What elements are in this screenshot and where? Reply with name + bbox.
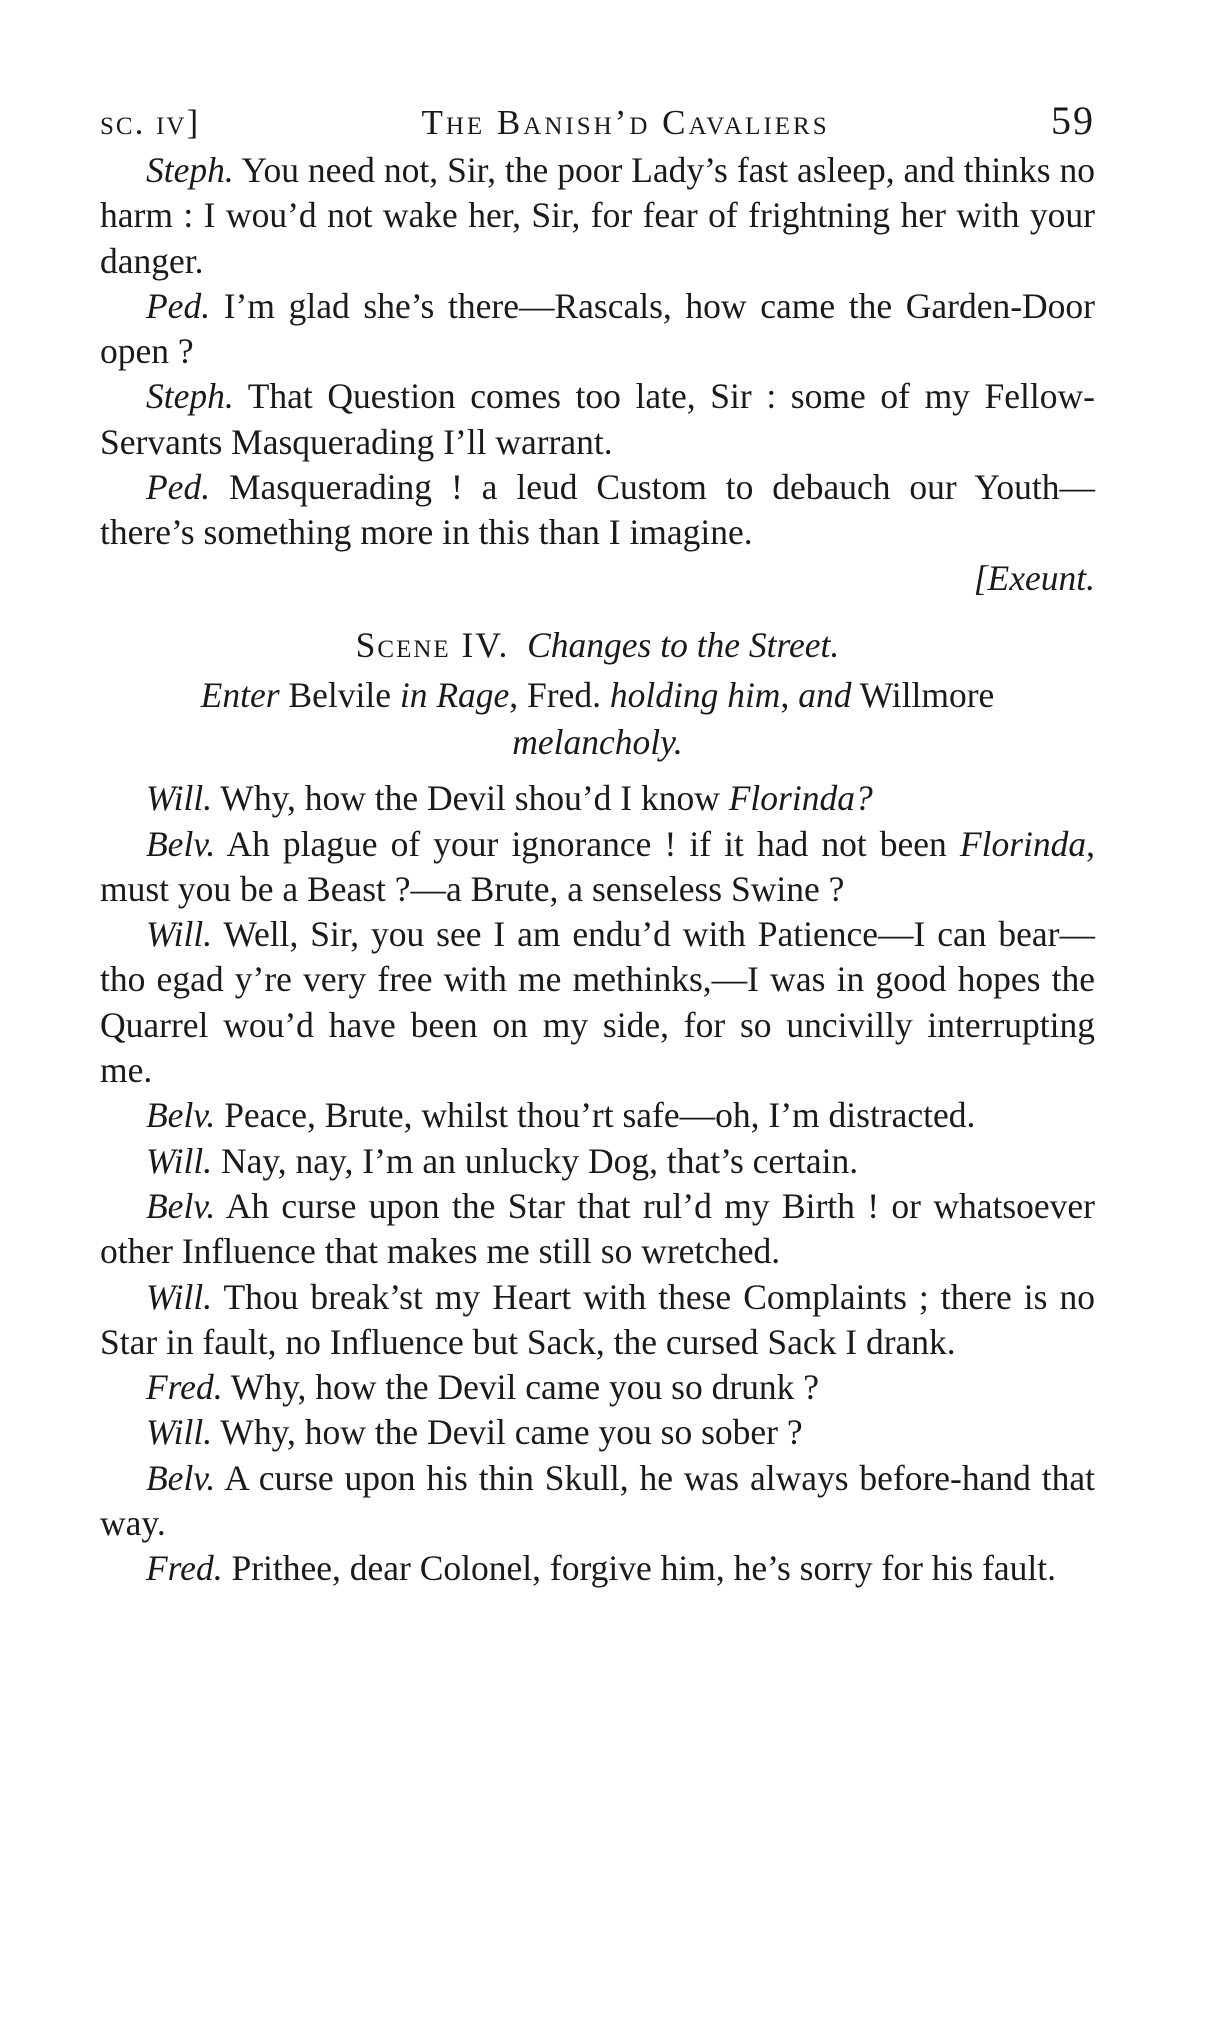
- scene-setting: Changes to the Street.: [527, 624, 840, 665]
- speaker-name: Fred.: [146, 1548, 223, 1589]
- direction-word: holding him: [609, 675, 781, 716]
- speeches-after: [100, 776, 1095, 1591]
- speech-text: Why, how the Devil came you so drunk ?: [222, 1367, 820, 1408]
- speech-text: Thou break’st my Heart with these Complaints ; there is no Star in fault, no Influence but Sack, the cursed Sack I drank.: [100, 1276, 1095, 1362]
- direction-word: melancholy.: [512, 722, 683, 763]
- speech: [100, 1456, 1095, 1547]
- character-name: , Fred.: [509, 675, 610, 716]
- speaker-name: Belv.: [146, 1185, 216, 1226]
- speaker-name: Steph.: [146, 376, 234, 417]
- speech-text: , must you be a Beast ?—a Brute, a senseless Swine ?: [100, 823, 1095, 909]
- speaker-name: Will.: [146, 914, 213, 955]
- speech-text: You need not, Sir, the poor Lady’s fast asleep, and thinks no harm : I wou’d not wake her, Sir, for fear of frightning her with your danger.: [100, 150, 1095, 281]
- speech-text: Well, Sir, you see I am endu’d with Patience—I can bear—tho egad y’re very free with me methinks,—I was in good hopes the Quarrel wou’d have been on my side, for so uncivilly interrupting me.: [100, 914, 1095, 1091]
- speech: [100, 148, 1095, 284]
- speaker-name: Ped.: [146, 467, 211, 508]
- speech: [100, 1275, 1095, 1366]
- speech: [100, 1365, 1095, 1410]
- play-text: [100, 148, 1095, 1592]
- speaker-name: Ped.: [146, 285, 211, 326]
- speech-text: That Question comes too late, Sir : some of my Fellow-Servants Masquerading I’ll warrant.: [100, 376, 1095, 462]
- speaker-name: Will.: [146, 778, 213, 819]
- stage-direction: [100, 672, 1095, 766]
- speaker-name: Belv.: [146, 1457, 216, 1498]
- italic-name: Florinda?: [728, 778, 873, 819]
- speech: [100, 374, 1095, 465]
- speaker-name: Steph.: [146, 150, 234, 190]
- speaker-name: Will.: [146, 1276, 213, 1317]
- page-number: 59: [1050, 98, 1095, 143]
- speaker-name: Belv.: [146, 823, 216, 864]
- speech-text: Ah plague of your ignorance ! if it had not been: [215, 823, 960, 864]
- running-title: The Banish’d Cavaliers: [421, 103, 830, 142]
- italic-name: Florinda: [959, 823, 1087, 864]
- punctuation: ,: [780, 675, 799, 716]
- speaker-name: Will.: [146, 1412, 213, 1453]
- speech: [100, 1546, 1095, 1591]
- speech-text: Why, how the Devil came you so sober ?: [212, 1412, 803, 1453]
- book-page: [100, 96, 1095, 1592]
- exit-direction: [Exeunt.: [973, 557, 1095, 598]
- speaker-name: Fred.: [146, 1367, 223, 1408]
- speech-text: Nay, nay, I’m an unlucky Dog, that’s certain.: [212, 1140, 859, 1181]
- speech: [100, 1410, 1095, 1455]
- speech: [100, 284, 1095, 375]
- speaker-name: Will.: [146, 1140, 213, 1181]
- speech-text: Ah curse upon the Star that rul’d my Birth ! or whatsoever other Influence that makes me still so wretched.: [100, 1185, 1095, 1272]
- speech-text: Prithee, dear Colonel, forgive him, he’s sorry for his fault.: [222, 1548, 1056, 1589]
- scene-label: Scene IV.: [355, 624, 510, 665]
- direction-word: and: [798, 675, 852, 716]
- direction-word: Enter: [200, 675, 280, 716]
- speech-text: Masquerading ! a leud Custom to debauch our Youth—there’s something more in this than I imagine.: [100, 467, 1095, 553]
- scene-heading: [100, 623, 1095, 668]
- speech: [100, 776, 1095, 821]
- direction-word: in Rage: [399, 675, 510, 716]
- character-name: Belvile: [279, 675, 400, 716]
- speaker-name: Belv.: [146, 1095, 216, 1136]
- speech-text: I’m glad she’s there—Rascals, how came the Garden-Door open ?: [100, 285, 1095, 372]
- character-name: Willmore: [851, 675, 995, 716]
- speech: [100, 465, 1095, 556]
- speech-text: Why, how the Devil shou’d I know: [212, 778, 729, 819]
- speech-text: Peace, Brute, whilst thou’rt safe—oh, I’m distracted.: [215, 1095, 976, 1136]
- section-marker: sc. iv]: [100, 103, 201, 142]
- speech: [100, 1139, 1095, 1184]
- speech: [100, 1093, 1095, 1138]
- speech: [100, 1184, 1095, 1275]
- speech-text: A curse upon his thin Skull, he was always before-hand that way.: [100, 1457, 1095, 1544]
- speeches-before: [100, 148, 1095, 556]
- speech: [100, 822, 1095, 913]
- running-header: [100, 96, 1095, 148]
- speech: [100, 912, 1095, 1093]
